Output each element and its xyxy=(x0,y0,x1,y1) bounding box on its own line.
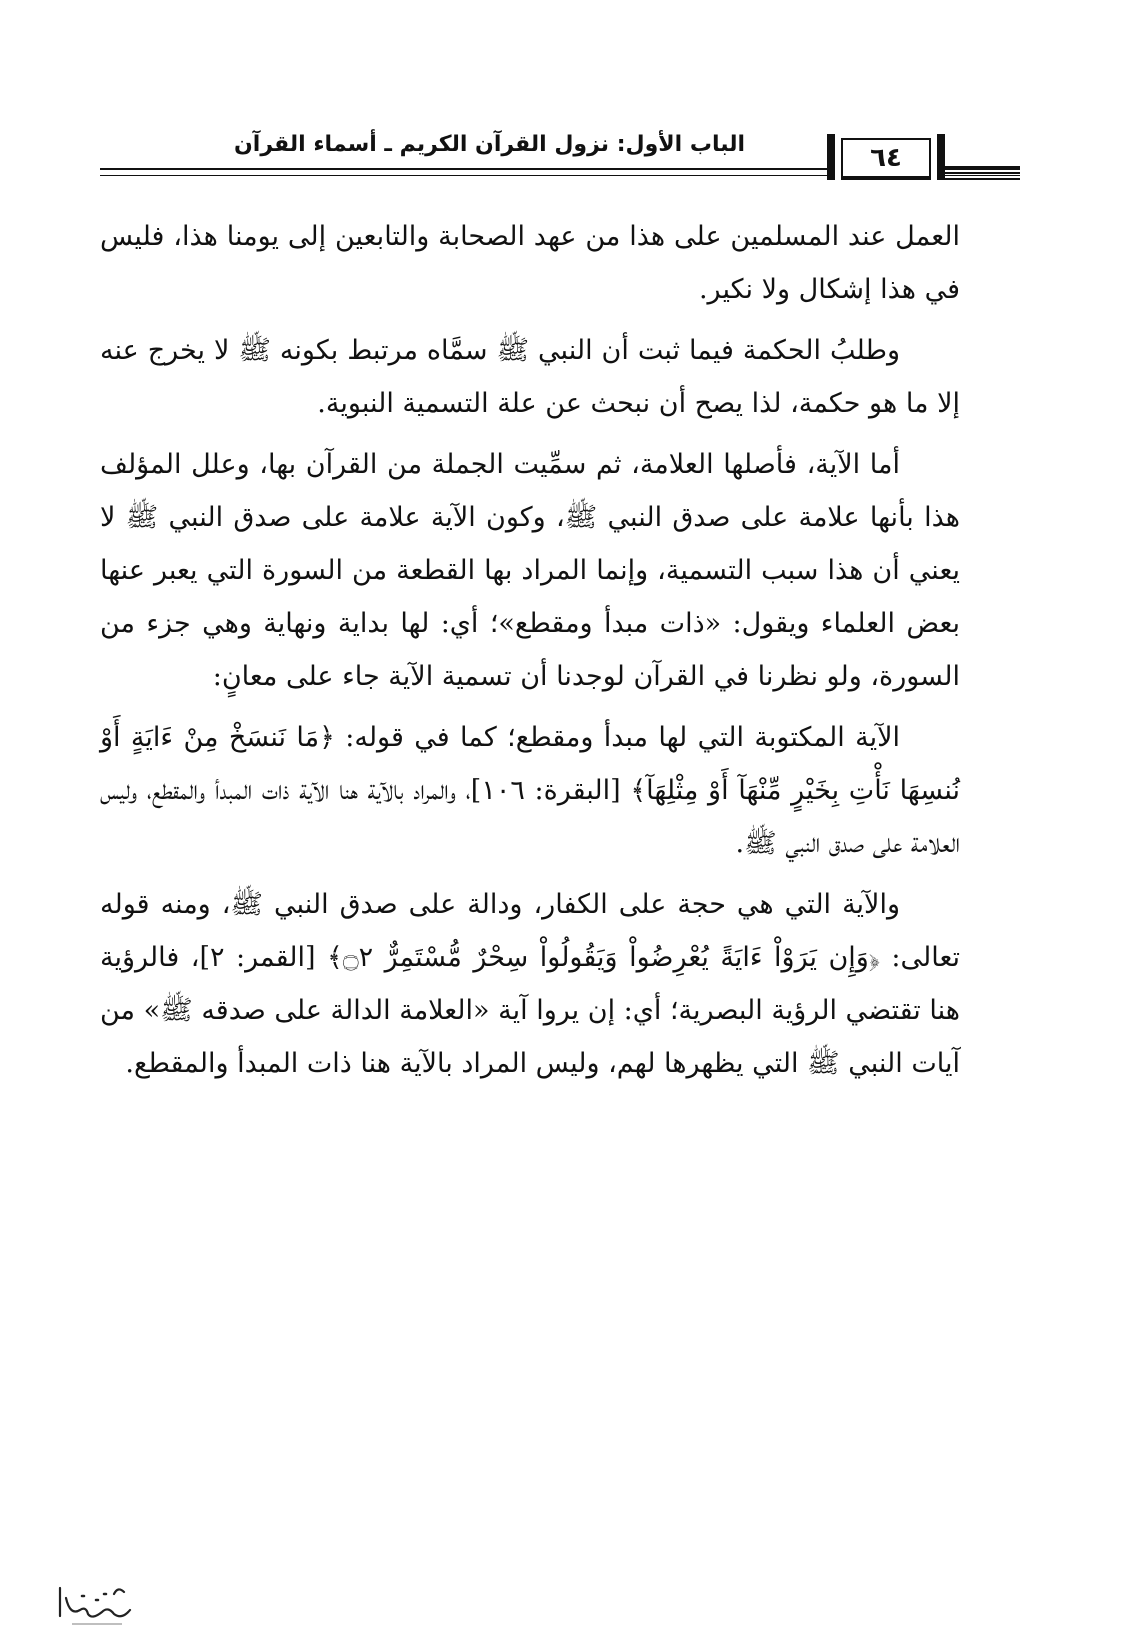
frame-pillar-right xyxy=(937,134,945,180)
header-ornament-lines xyxy=(945,160,1020,180)
page-header xyxy=(100,120,1020,190)
chapter-title: الباب الأول: نزول القرآن الكريم ـ أسماء القرآن xyxy=(234,132,745,157)
publisher-logo xyxy=(52,1580,142,1630)
paragraph: الآية المكتوبة التي لها مبدأ ومقطع؛ كما في قوله: ﴿مَا نَنسَخْ مِنْ ءَايَةٍ أَوْ نُنسِهَا نَأْتِ بِخَيْرٍ مِّنْهَآ أَوْ مِثْلِهَآ﴾ [البقرة: ١٠٦]، والمراد بالآية هنا الآية ذات المبدأ والمقطع، وليس العلامة على صدق النبي ﷺ. xyxy=(100,722,961,859)
paragraph: وطلبُ الحكمة فيما ثبت أن النبي ﷺ سمَّاه مرتبط بكونه ﷺ لا يخرج عنه إلا ما هو حكمة، لذا يصح أن نبحث عن علة التسمية النبوية. xyxy=(100,335,960,419)
paragraph: والآية التي هي حجة على الكفار، ودالة على صدق النبي ﷺ، ومنه قوله تعالى: ﴿وَإِن يَرَوْاْ ءَايَةً يُعْرِضُواْ وَيَقُولُواْ سِحْرٌ مُّسْتَمِرٌّ ۝٢﴾ [القمر: ٢]، فالرؤية هنا تقتضي الرؤية البصرية؛ أي: إن يروا آية «العلامة الدالة على صدقه ﷺ» من آيات النبي ﷺ التي يظهرها لهم، وليس المراد بالآية هنا ذات المبدأ والمقطع. xyxy=(100,889,960,1079)
page-number-frame xyxy=(827,134,945,180)
frame-pillar-left xyxy=(827,134,835,180)
page-number: ٦٤ xyxy=(841,138,931,180)
body-text xyxy=(100,210,960,1098)
paragraph: أما الآية، فأصلها العلامة، ثم سمِّيت الجملة من القرآن بها، وعلل المؤلف هذا بأنها علامة على صدق النبي ﷺ، وكون الآية علامة على صدق النبي ﷺ لا يعني أن هذا سبب التسمية، وإنما المراد بها القطعة من السورة التي يعبر عنها بعض العلماء ويقول: «ذات مبدأ ومقطع»؛ أي: لها بداية ونهاية وهي جزء من السورة، ولو نظرنا في القرآن لوجدنا أن تسمية الآية جاء على معانٍ: xyxy=(100,449,960,692)
paragraph: العمل عند المسلمين على هذا من عهد الصحابة والتابعين إلى يومنا هذا، فليس في هذا إشكال ولا نكير. xyxy=(100,221,960,305)
logo-calligraphy-icon xyxy=(52,1580,142,1630)
